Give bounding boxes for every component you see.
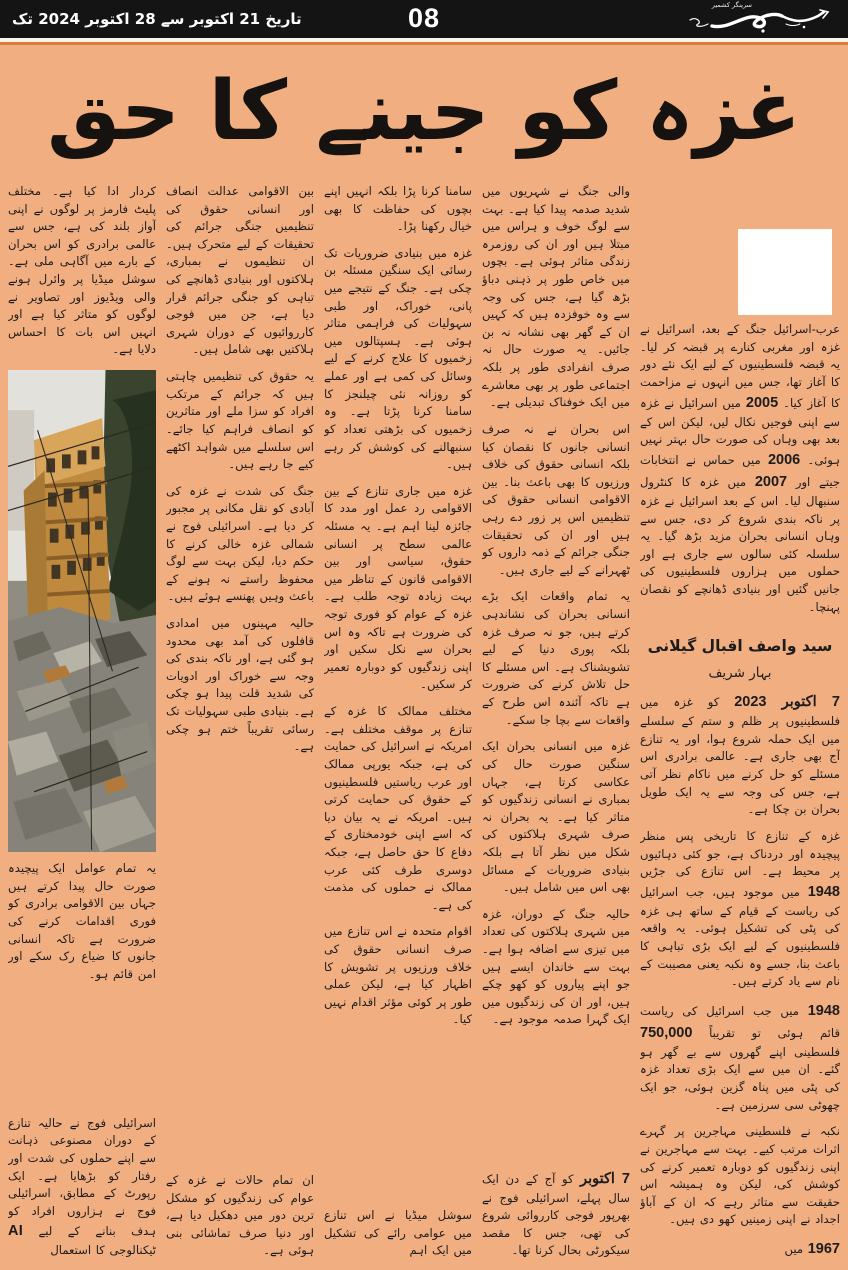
author-name: سید واصف اقبال گیلانی: [647, 637, 833, 656]
masthead: [686, 2, 836, 36]
article-paragraph: والی جنگ نے شہریوں میں شدید صدمہ پیدا کیا ہے۔ بہت سے لوگ خوف و ہراس میں مبتلا ہیں اور ان کی روزمرہ زندگی متاثر ہوئی ہے۔ بچوں میں خاص طور پر ذہنی دباؤ بڑھ گیا ہے، جس کی وجہ سے وہ خوفزدہ ہیں کہ کہیں ان کے گھر بھی نشانہ نہ بن جائیں۔ یہ صورت حال نہ صرف انفرادی طور پر بلکہ اجتماعی طور پر بھی معاشرے میں ایک خوفناک تبدیلی ہے۔: [482, 184, 630, 410]
article-paragraph: 1967 میں: [784, 1240, 840, 1257]
article-paragraph: یہ تمام واقعات ایک بڑے انسانی بحران کی نشاندہی کرتے ہیں، جو نہ صرف غزہ بلکہ پوری دنیا کے لیے تشویشناک ہے۔ اس مسئلے کا حل تلاش کرنے کی ضرورت ہے تاکہ آئندہ اس طرح کے واقعات سے بچا جا سکے۔: [482, 589, 630, 727]
article-paragraph: سوشل میڈیا نے اس تنازع میں عوامی رائے کی تشکیل میں ایک اہم: [324, 1208, 472, 1258]
header-divider: [0, 38, 848, 45]
byline: [640, 625, 840, 691]
page-number: 08: [407, 2, 441, 33]
column-2: [482, 183, 630, 1269]
article-paragraph: ان تمام حالات نے غزہ کے عوام کی زندگیوں کو مشکل ترین دور میں دھکیل دیا ہے، اور دنیا صرف تماشائی بنی ہوئی ہے۔: [166, 1172, 314, 1258]
article-paragraph: یہ حقوق کی تنظیمیں چاہتی ہیں کہ جرائم کے مرتکب افراد کو سزا ملے اور متاثرین کو انصاف فراہم کیا جائے۔ اس سلسلے میں شواہد اکٹھے کیے جا رہے ہیں۔: [166, 369, 314, 472]
column-3: [324, 183, 472, 1269]
article-paragraph: سامنا کرنا پڑا بلکہ انہیں اپنے بچوں کی حفاظت کا بھی خیال رکھنا پڑا۔: [324, 184, 472, 234]
article-paragraph: غزہ میں جاری تنازع کے بین الاقوامی رد عمل اور مدد کا جائزہ لینا اہم ہے۔ یہ مسئلہ عالمی سطح پر انسانی حقوق، سیاسی اور بین الاقوامی قانون کے تناظر میں بہت زیادہ توجہ طلب ہے۔ غزہ کے عوام کو فوری توجہ کی ضرورت ہے تاکہ وہ اس بحران سے نکل سکیں اور اپنی زندگیوں کو دوبارہ تعمیر کر سکیں۔: [324, 483, 472, 692]
article-paragraph: اقوام متحدہ نے اس تنازع میں صرف انسانی حقوق کی خلاف ورزیوں پر تشویش کا اظہار کیا ہے، لیکن عملی طور پر کوئی مؤثر اقدام نہیں کیا۔: [324, 924, 472, 1027]
article-paragraph: 1948 میں جب اسرائیل کی ریاست قائم ہوئی تو تقریباً 750,000 فلسطینی اپنے گھروں سے بے گھر ہو گئے۔ ان میں سے ایک بڑی تعداد غزہ کی پٹی میں پناہ گزین ہوئی، جو ایک چھوٹی سی سرزمین ہے۔: [640, 1002, 840, 1112]
masthead-calligraphy-icon: [686, 2, 836, 36]
article-paragraph: نکبہ نے فلسطینی مہاجرین پر گہرے اثرات مرتب کیے۔ بہت سے مہاجرین نے اپنی زندگیوں کو دوبارہ تعمیر کرنے کی کوشش کی، لیکن وہ ہمیشہ اس حقیقت سے متاثر رہے کہ ان کے آباؤ اجداد نے اپنی زمینیں کھو دی ہیں۔: [640, 1124, 840, 1227]
blank-image-placeholder: [738, 229, 832, 315]
article-paragraph: مختلف ممالک کا غزہ کے تنازع پر موقف مختلف ہے۔ امریکہ نے اسرائیل کی حمایت کی ہے، جبکہ یورپی ممالک اور عرب ریاستیں فلسطینیوں کے حقوق کی حمایت کرتی ہیں۔ امریکہ نے یہ بیان دیا کہ اسے اپنی خودمختاری کے دفاع کا حق حاصل ہے، جبکہ دوسری طرف کئی عرب ممالک نے حملوں کی مذمت کی ہے۔: [324, 704, 472, 912]
article-paragraph: 7 اکتوبر 2023 کو غزہ میں فلسطینیوں پر ظلم و ستم کے سلسلے میں ایک حملہ شروع ہوا، اور یہ تنازع آج بھی جاری ہے۔ عالمی برادری اس مسئلے کو حل کرنے میں ناکام نظر آتی ہے، جس کی وجہ سے یہ ایک طویل بحران بن چکا ہے۔: [640, 694, 840, 817]
issue-date-range: تاریخ 21 اکتوبر سے 28 اکتوبر 2024 تک: [12, 10, 302, 28]
column-right: [640, 183, 840, 1269]
article-paragraph: حالیہ مہینوں میں امدادی قافلوں کی آمد بھی محدود ہو گئی ہے، اور ناکہ بندی کی وجہ سے خوراک اور ادویات کی شدید قلت پیدا ہو چکی ہے۔ بنیادی طبی سہولیات تک رسائی تقریباً ختم ہو چکی ہے۔: [166, 616, 314, 754]
article-paragraph: کردار ادا کیا ہے۔ مختلف پلیٹ فارمز پر لوگوں نے اپنی آواز بلند کی ہے، جس سے عالمی برادری کو اس بحران کے بارے میں آگاہی ملی ہے۔ سوشل میڈیا پر وائرل ہونے والی ویڈیوز اور تصاویر نے لوگوں کو متاثر کیا ہے اور انہیں اس بات کا احساس دلایا ہے۔: [8, 184, 156, 357]
destroyed-building-illustration: [8, 370, 156, 852]
header-bar: [0, 0, 848, 38]
destruction-photo: [8, 370, 156, 852]
article-body: [0, 179, 848, 1269]
article-paragraph: اسرائیلی فوج نے حالیہ تنازع کے دوران مصنوعی ذہانت سے اپنے حملوں کی شدت اور رفتار کو بڑھایا ہے۔ ایک رپورٹ کے مطابق، اسرائیلی فوج نے ہزاروں افراد کو ہدف بنانے کے لیے AI ٹیکنالوجی کا استعمال: [8, 1115, 156, 1258]
article-paragraph: حالیہ جنگ کے دوران، غزہ میں شہری ہلاکتوں کی تعداد میں تیزی سے اضافہ ہوا ہے۔ بہت سے خاندان ایسے ہیں جو اپنے پیاروں کو کھو چکے ہیں، اور ان کی زندگیوں میں ایک گہرا صدمہ موجود ہے۔: [482, 906, 630, 1027]
article-paragraph: اس بحران نے نہ صرف انسانی جانوں کا نقصان کیا بلکہ انسانی حقوق کی خلاف ورزیوں کا بھی باعث بنا۔ بین الاقوامی انسانی حقوق کی تنظیمیں اس پر زور دے رہی ہیں اور ان کی تحقیقات جنگی جرائم کے ذمہ داروں کو ٹھہرانے کے لیے جاری ہیں۔: [482, 421, 630, 577]
column-4: [166, 183, 314, 1269]
column-left: [8, 183, 156, 1269]
article-paragraph: یہ تمام عوامل ایک پیچیدہ صورت حال پیدا کرتے ہیں جہاں بین الاقوامی برادری کو فوری اقدامات کرنے کی ضرورت ہے تاکہ انسانی جانوں کا ضیاع رک سکے اور امن قائم ہو۔: [8, 861, 156, 981]
headline: غزہ کو جینے کا حق: [47, 64, 801, 159]
author-location: بہار شریف: [708, 665, 772, 682]
article-paragraph: غزہ کے تنازع کا تاریخی پس منظر پیچیدہ اور دردناک ہے، جو کئی دہائیوں پر محیط ہے۔ اس تنازع کی جڑیں 1948 میں موجود ہیں، جب اسرائیل کی ریاست کے قیام کے ساتھ ہی غزہ کی پٹی کی تشکیل ہوئی۔ یہ واقعہ فلسطینیوں کے لیے ایک بڑی تباہی کا باعث بنا، جسے وہ نکبہ یعنی مصیبت کے نام سے یاد کرتے ہیں۔: [640, 828, 840, 989]
masthead-tagline: سرینگر کشمیر: [711, 1, 752, 9]
article-paragraph: عرب-اسرائیل جنگ کے بعد، اسرائیل نے غزہ اور مغربی کنارے پر قبضہ کر لیا۔ یہ قبضہ فلسطینیوں کے لیے ایک نئے دور کا آغاز تھا، جس میں انہوں نے مزاحمت کا آغاز کیا۔ 2005 میں اسرائیل نے غزہ سے اپنی فوجیں نکال لیں، لیکن اس کے بعد بھی وہاں کی صورت حال بہتر نہیں ہوئی۔ 2006 میں حماس نے انتخابات جیتے اور 2007 میں غزہ کا کنٹرول سنبھال لیا۔ اس کے بعد اسرائیل نے غزہ پر ناکہ بندی شروع کر دی، جس سے وہاں انسانی بحران مزید بڑھ گیا۔ یہ سلسلہ کئی سالوں سے جاری ہے اور حملوں میں ہزاروں فلسطینیوں کی جانیں گئیں اور بنیادی ڈھانچے کو نقصان پہنچا۔: [640, 322, 840, 614]
article-paragraph: غزہ میں بنیادی ضروریات تک رسائی ایک سنگین مسئلہ بن چکی ہے۔ جنگ کے نتیجے میں پانی، خوراک، اور طبی سہولیات کی فراہمی متاثر ہوئی ہے۔ ہسپتالوں میں زخمیوں کا علاج کرنے کے لیے وسائل کی کمی ہے اور عملے کو روزانہ نئی چیلنجز کا سامنا کرنا پڑتا ہے۔ وہ زخمیوں کی بڑھتی تعداد کو سنبھالنے کی کوشش کر رہے ہیں۔: [324, 245, 472, 472]
article-paragraph: 7 اکتوبر کو آج کے دن ایک سال پہلے، اسرائیلی فوج نے بھرپور فوجی کارروائی شروع کی تھی، جس کا مقصد سیکورٹی بحال کرنا تھا۔: [482, 1170, 630, 1258]
article-paragraph: غزہ میں انسانی بحران ایک سنگین صورت حال کی عکاسی کرتا ہے، جہاں بمباری نے انسانی زندگیوں کو متاثر کیا ہے۔ یہ بحران نہ صرف شہری ہلاکتوں کی شکل میں نظر آتا ہے بلکہ بنیادی ضروریات کے مسائل بھی اس میں شامل ہیں۔: [482, 739, 630, 895]
article-paragraph: بین الاقوامی عدالت انصاف اور انسانی حقوق کی تنظیمیں جنگی جرائم کی تحقیقات کے لیے متحرک ہیں۔ ان تنظیموں نے بمباری، ہلاکتوں اور بنیادی ڈھانچے کی تباہی کو جنگی جرائم قرار دیا ہے، جن میں فوجی کارروائیوں کے دوران شہری ہلاکتیں بھی شامل ہیں۔: [166, 184, 314, 357]
article-paragraph: جنگ کی شدت نے غزہ کی آبادی کو نقل مکانی پر مجبور کر دیا ہے۔ اسرائیلی فوج نے شمالی غزہ خالی کرنے کا حکم دیا، لیکن بہت سے لوگ محفوظ راستے نہ ہونے کے باعث وہیں پھنسے ہوئے ہیں۔: [166, 483, 314, 604]
